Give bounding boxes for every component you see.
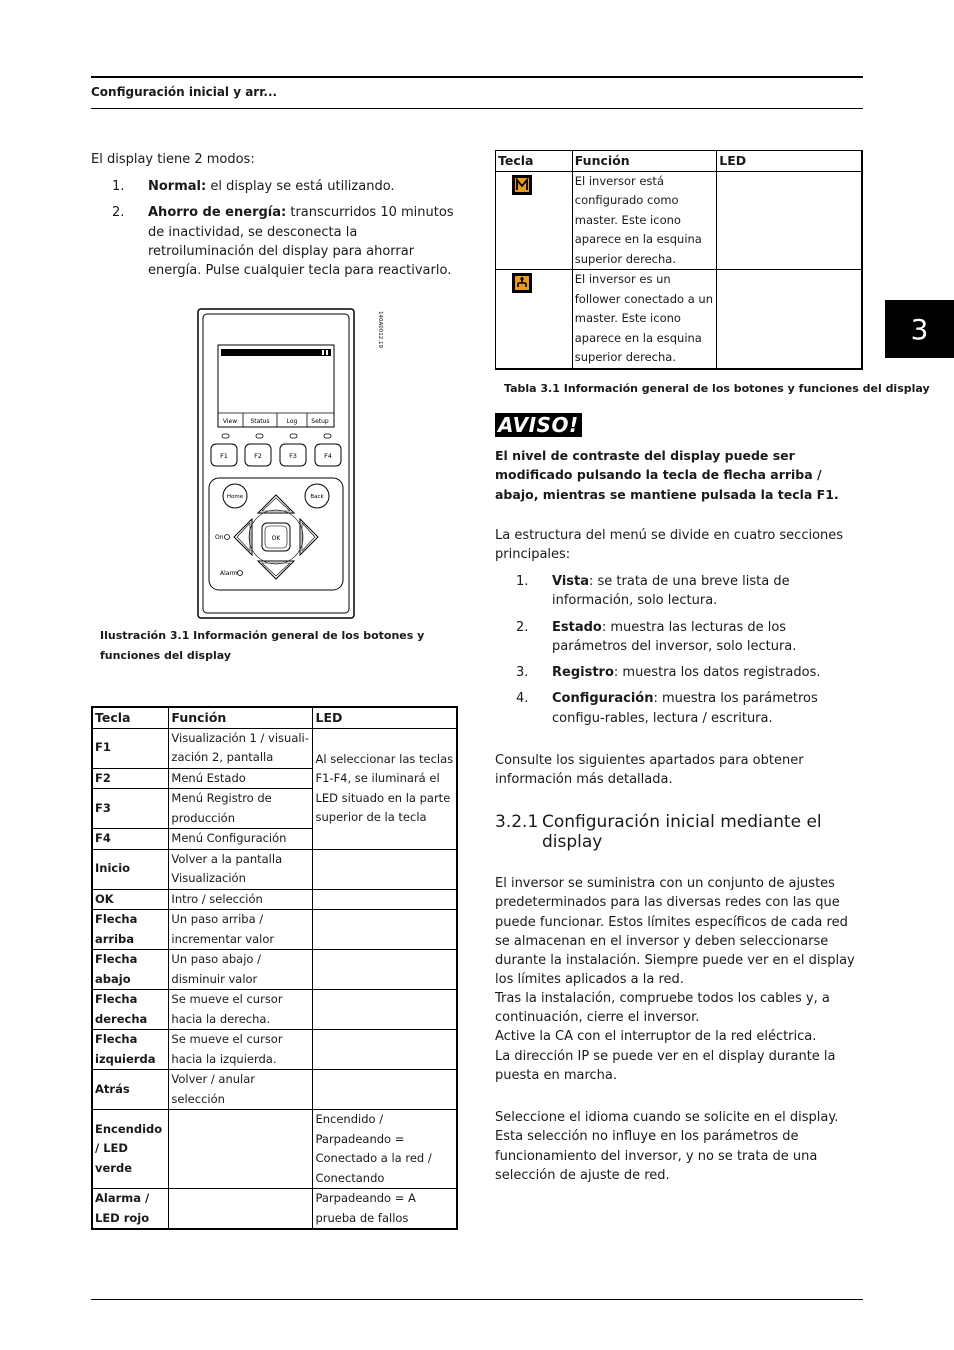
table-row	[92, 1189, 457, 1230]
section-paragraph: Tras la instalación, compruebe todos los cables y, a continuación, cierre el inversor.	[495, 991, 830, 1026]
figure-code: 140A0012.19	[377, 311, 383, 349]
table-header-cell: Tecla	[496, 151, 573, 172]
list-item	[91, 177, 457, 196]
back-key-label: Back	[310, 494, 324, 500]
f1-key-label: F1	[220, 452, 228, 460]
table-header-row	[496, 151, 863, 172]
table-cell: F1	[92, 728, 169, 768]
alarm-led-label: Alarm	[220, 570, 238, 577]
section-paragraph: El inversor se suministra con un conjunto de ajustes predeterminados para las diversas redes con las que puede funcionar. Estos límites específicos de cada red se almacenan en el inversor y deben seleccionarse durante la instalación. Siempre puede ver en el display los límites aplicados a la red.	[495, 876, 855, 988]
list-text: : se trata de una breve lista de información, solo lectura.	[552, 574, 790, 609]
section-paragraph: La dirección IP se puede ver en el display durante la puesta en marcha.	[495, 1049, 836, 1084]
table-row	[92, 728, 457, 768]
table-cell	[313, 990, 457, 1030]
footer-rule	[91, 1299, 863, 1300]
list-term: Normal:	[148, 179, 207, 194]
list-term: Registro	[552, 665, 614, 681]
table-cell: Intro / selección	[169, 889, 313, 910]
table-cell: OK	[92, 889, 169, 910]
table-cell: Encendido / Parpadeando = Conectado a la red / Conectando	[313, 1110, 457, 1189]
table-row	[92, 1030, 457, 1070]
table-cell	[313, 1070, 457, 1110]
table-cell	[313, 889, 457, 910]
header-top-rule	[91, 76, 863, 78]
table-cell: Inicio	[92, 849, 169, 889]
table-cell: Se mueve el cursor hacia la derecha.	[169, 990, 313, 1030]
menu-status-label: Status	[250, 418, 270, 425]
table-cell: Flecha derecha	[92, 990, 169, 1030]
table-cell: Menú Configuración	[169, 829, 313, 850]
table-cell	[496, 270, 573, 369]
table-cell	[169, 1189, 313, 1230]
section-number: 3.2.1	[495, 812, 539, 832]
display-panel-drawing	[197, 307, 387, 620]
table-header-cell: LED	[717, 151, 862, 172]
menu-view-label: View	[222, 418, 238, 425]
table-row	[496, 171, 863, 270]
display-illustration	[197, 307, 387, 620]
table-header-cell: Tecla	[92, 707, 169, 728]
table-row	[92, 849, 457, 889]
list-number: 2.	[112, 205, 125, 221]
list-number: 1.	[112, 179, 125, 194]
f3-key-label: F3	[289, 452, 297, 460]
list-text: el display se está utilizando.	[206, 179, 395, 194]
list-item	[495, 618, 865, 657]
table-cell: El inversor está configurado como master. Este icono aparece en la esquina superior derecha.	[572, 171, 717, 270]
table-cell	[313, 910, 457, 950]
table-cell: Flecha arriba	[92, 910, 169, 950]
list-item	[495, 689, 865, 728]
table-cell: El inversor es un follower conectado a un master. Este icono aparece en la esquina superior derecha.	[572, 270, 717, 369]
table-row	[496, 270, 863, 369]
list-text: transcurridos 10 minutos de inactividad, se desconecta la retroiluminación del display para ahorrar energía. Pulse cualquier tecla para reactivarlo.	[148, 205, 454, 279]
keys-table	[91, 706, 458, 1230]
menu-structure-lead: La estructura del menú se divide en cuatro secciones principales:	[495, 528, 844, 563]
list-term: Estado	[552, 619, 602, 635]
table-cell: F3	[92, 789, 169, 829]
table-cell: Visualización 1 / visuali-zación 2, pantalla	[169, 728, 313, 768]
list-term: Vista	[552, 574, 590, 589]
f2-key-label: F2	[254, 452, 262, 460]
table-row	[92, 950, 457, 990]
table-header-row	[92, 707, 457, 728]
table-cell: F4	[92, 829, 169, 850]
table-cell: Parpadeando = A prueba de fallos	[313, 1189, 457, 1230]
table-cell: Volver / anular selección	[169, 1070, 313, 1110]
illustration-caption: Ilustración 3.1 Información general de los botones y funciones del display	[100, 629, 425, 662]
fkeys-led-cell: Al seleccionar las teclas F1-F4, se iluminará el LED situado en la parte superior de la tecla	[313, 728, 457, 849]
table-cell: Volver a la pantalla Visualización	[169, 849, 313, 889]
table-row	[92, 910, 457, 950]
section-title: Configuración inicial mediante el display	[542, 812, 822, 852]
table-cell: Un paso arriba / incrementar valor	[169, 910, 313, 950]
list-number: 2.	[516, 619, 529, 635]
list-term: Ahorro de energía:	[148, 205, 287, 221]
table-caption: Tabla 3.1 Información general de los botones y funciones del display	[504, 382, 930, 395]
menu-structure-footer: Consulte los siguientes apartados para obtener información más detallada.	[495, 753, 804, 788]
table-row	[92, 889, 457, 910]
table-cell: Flecha izquierda	[92, 1030, 169, 1070]
chapter-tab[interactable]: 3	[885, 300, 954, 358]
f4-key-label: F4	[324, 452, 332, 460]
table-cell: Se mueve el cursor hacia la izquierda.	[169, 1030, 313, 1070]
notice-text: El nivel de contraste del display puede ser modificado pulsando la tecla de flecha arriba / abajo, mientras se mantiene pulsada la tecla F1.	[495, 448, 839, 502]
home-key-label: Home	[226, 494, 244, 500]
menu-structure-list	[495, 572, 865, 735]
header-bottom-rule	[91, 108, 863, 109]
list-item	[495, 663, 865, 682]
menu-setup-label: Setup	[311, 418, 329, 425]
notice-label: AVISO!	[495, 413, 582, 437]
list-item	[495, 572, 865, 611]
header-title: Configuración inicial y arr...	[91, 85, 278, 99]
table-cell: Menú Estado	[169, 768, 313, 789]
modes-list	[91, 177, 457, 287]
notice-label-wrap	[495, 413, 582, 437]
table-cell: Alarma / LED rojo	[92, 1189, 169, 1230]
table-cell	[313, 1030, 457, 1070]
table-cell	[169, 1110, 313, 1189]
table-cell: Atrás	[92, 1070, 169, 1110]
table-cell: F2	[92, 768, 169, 789]
table-cell: Flecha abajo	[92, 950, 169, 990]
list-term: Configuración	[552, 691, 654, 707]
table-cell	[313, 950, 457, 990]
list-text: : muestra las lecturas de los parámetros del inversor, solo lectura.	[552, 619, 797, 654]
intro-lead: El display tiene 2 modos:	[91, 152, 255, 167]
table-row	[92, 990, 457, 1030]
table-header-cell: Función	[572, 151, 717, 172]
list-text: : muestra los parámetros configu-rables, lectura / escritura.	[552, 691, 818, 726]
list-number: 4.	[516, 691, 529, 707]
table-cell: Un paso abajo / disminuir valor	[169, 950, 313, 990]
list-text: : muestra los datos registrados.	[613, 665, 821, 681]
list-item	[91, 203, 457, 280]
table-cell	[717, 171, 862, 270]
on-led-label: On	[215, 534, 224, 541]
table-header-cell: Función	[169, 707, 313, 728]
table-cell	[496, 171, 573, 270]
menu-log-label: Log	[286, 418, 298, 425]
table-header-cell: LED	[313, 707, 457, 728]
table-row	[92, 1110, 457, 1189]
table-cell	[717, 270, 862, 369]
icons-table	[495, 150, 863, 370]
list-number: 3.	[516, 665, 529, 681]
section-paragraph: Active la CA con el interruptor de la red eléctrica.	[495, 1029, 817, 1044]
table-row	[92, 1070, 457, 1110]
follower-icon	[512, 273, 532, 293]
table-cell	[313, 849, 457, 889]
table-cell: Menú Registro de producción	[169, 789, 313, 829]
list-number: 1.	[516, 574, 529, 589]
ok-key-label: OK	[271, 535, 281, 542]
table-cell: Encendido / LED verde	[92, 1110, 169, 1189]
section-paragraph: Seleccione el idioma cuando se solicite en el display. Esta selección no influye en los parámetros de funcionamiento del inversor, y no se trata de una selección de ajuste de red.	[495, 1110, 839, 1183]
master-icon	[512, 175, 532, 195]
